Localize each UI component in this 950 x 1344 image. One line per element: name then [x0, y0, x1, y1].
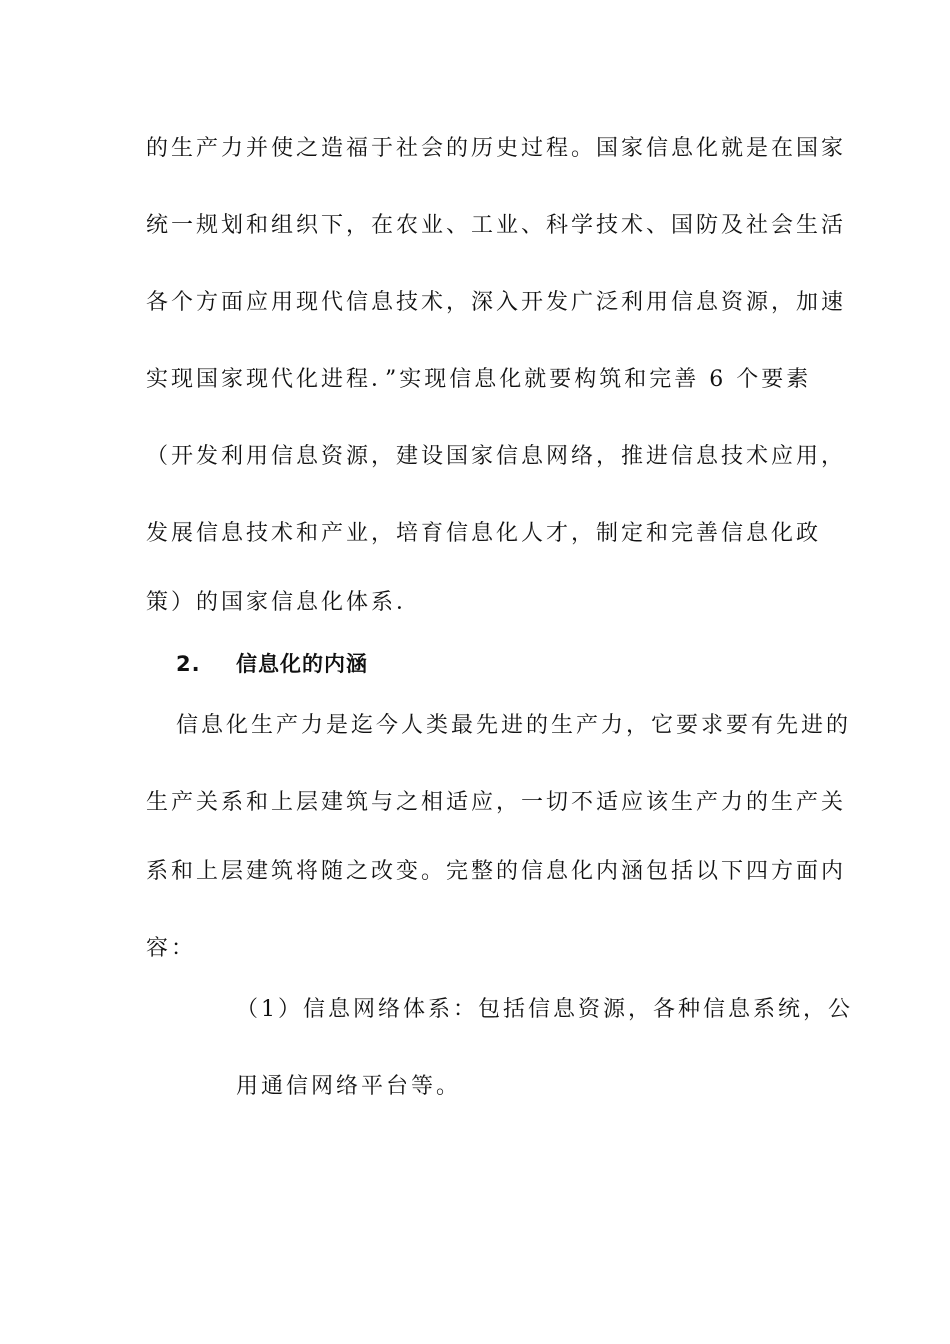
paragraph-line: 发展信息技术和产业，培育信息化人才，制定和完善信息化政 [146, 521, 822, 546]
paragraph-line: 容： [146, 936, 197, 961]
list-item-line: （1）信息网络体系：包括信息资源，各种信息系统，公 [236, 997, 853, 1022]
list-item-line: 用通信网络平台等。 [236, 1074, 462, 1099]
paragraph-line: 系和上层建筑将随之改变。完整的信息化内涵包括以下四方面内 [146, 859, 847, 884]
paragraph-line: 各个方面应用现代信息技术，深入开发广泛利用信息资源，加速 [146, 290, 847, 315]
section-title: 信息化的内涵 [236, 652, 368, 676]
paragraph-line: 生产关系和上层建筑与之相适应，一切不适应该生产力的生产关 [146, 790, 847, 815]
paragraph-line: （开发利用信息资源，建设国家信息网络，推进信息技术应用， [146, 444, 847, 469]
paragraph-line: 实现国家现代化进程．”实现信息化就要构筑和完善 6 个要素 [146, 367, 812, 392]
paragraph-line: 策）的国家信息化体系． [146, 590, 422, 615]
paragraph-line: 的生产力并使之造福于社会的历史过程。国家信息化就是在国家 [146, 136, 847, 161]
section-number: 2. [176, 652, 201, 676]
paragraph-line: 信息化生产力是迄今人类最先进的生产力，它要求要有先进的 [176, 713, 852, 738]
section-heading [176, 649, 368, 679]
paragraph-line: 统一规划和组织下，在农业、工业、科学技术、国防及社会生活 [146, 213, 847, 238]
